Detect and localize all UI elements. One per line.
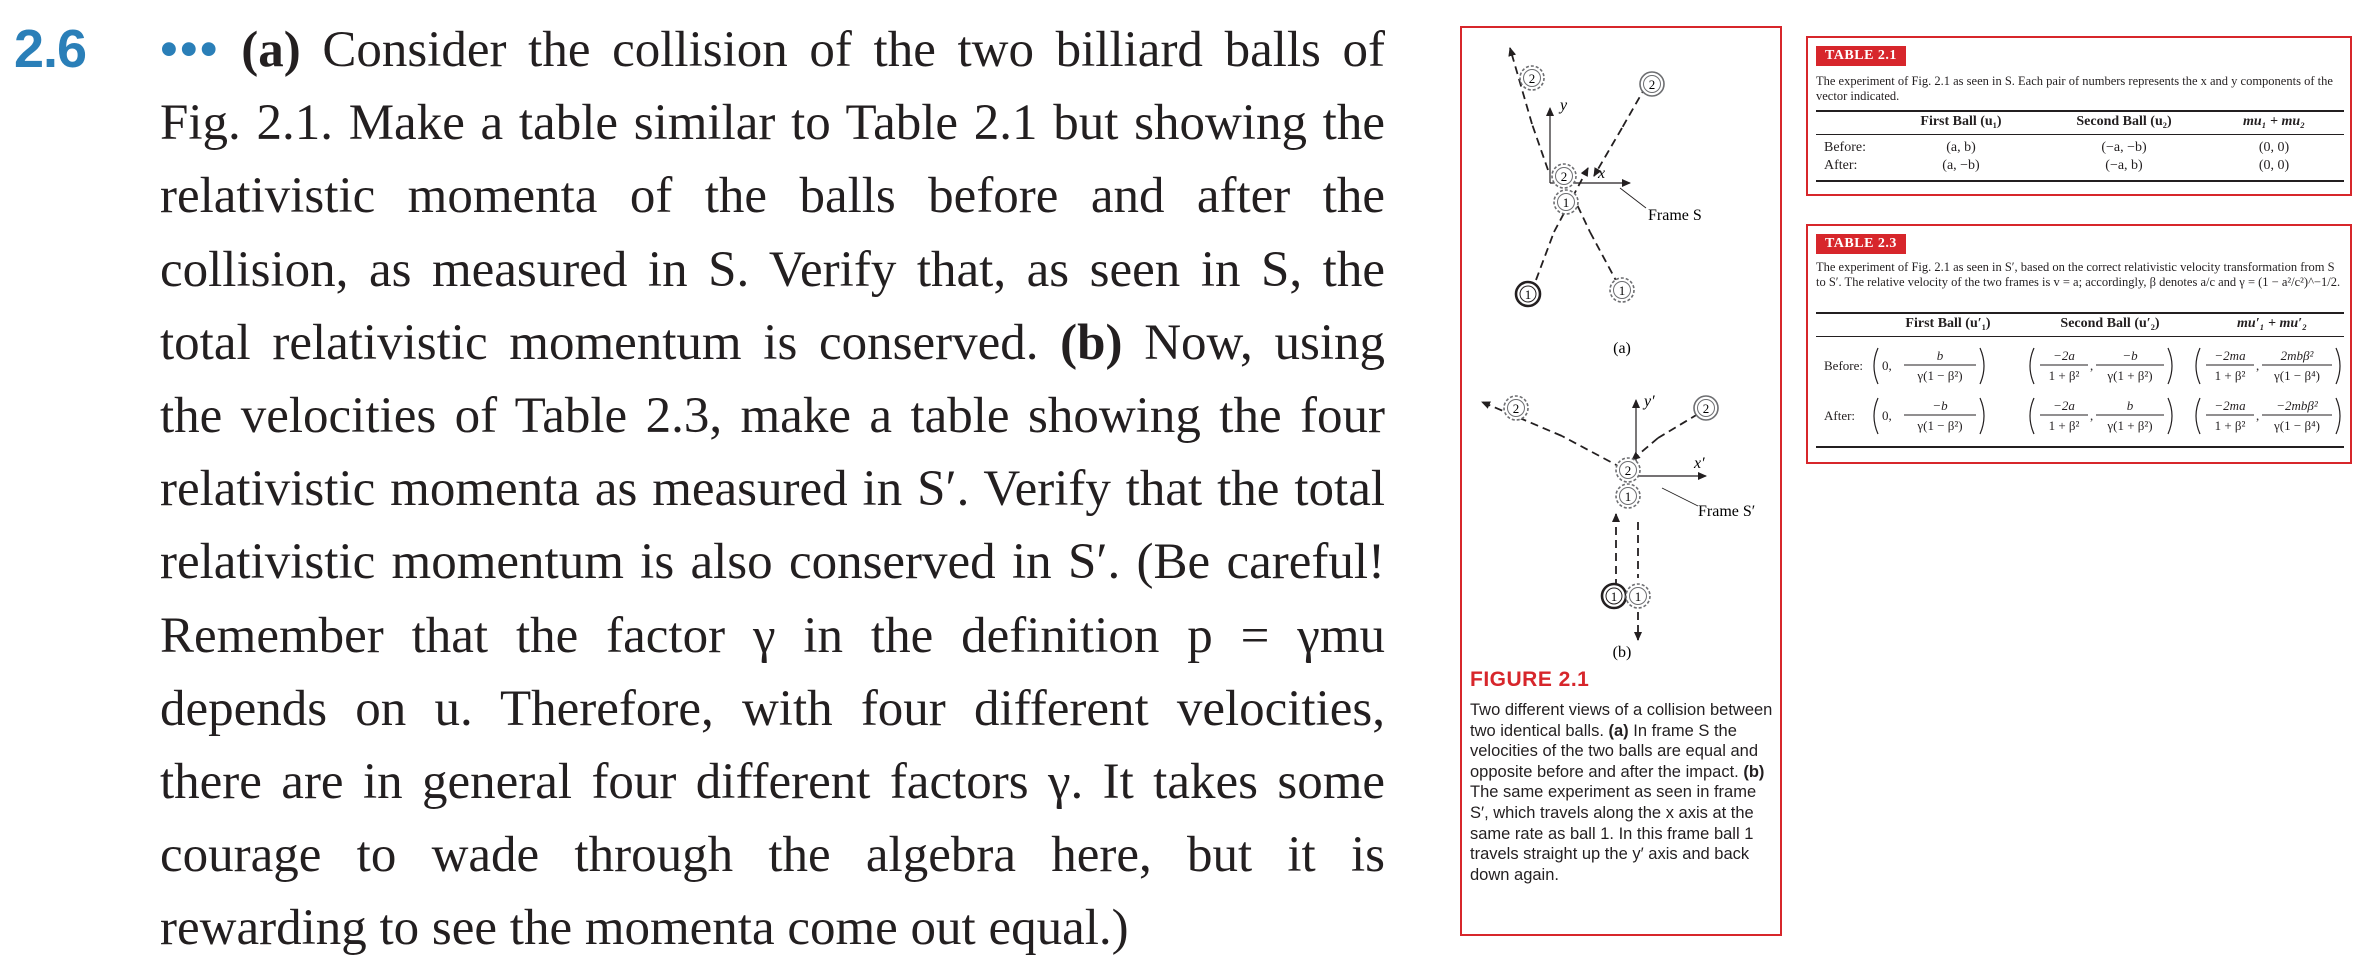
ball-1-b-before (1602, 584, 1626, 608)
table-2-1-header-total: mu₁ + mu₂ (2242, 114, 2306, 129)
diagram-b (1482, 393, 1755, 661)
ball-1-b-after (1626, 584, 1650, 608)
svg-text:,: , (2256, 358, 2260, 373)
svg-text:0,: 0, (1882, 408, 1892, 423)
table-2-3-formula-grid (1808, 338, 2350, 452)
table-2-3-header-rule (1816, 336, 2344, 337)
ball-2-after (1520, 66, 1544, 90)
svg-text:0,: 0, (1882, 358, 1892, 373)
ball-2-b-after (1504, 396, 1528, 420)
svg-text:1: 1 (1618, 283, 1626, 298)
table-2-3-header-first-ball: First Ball (u′₁) (1905, 316, 1991, 331)
svg-text:γ(1 − β⁴): γ(1 − β⁴) (2274, 368, 2320, 383)
diagram-a (1510, 48, 1702, 357)
table-2-1-header-second-ball: Second Ball (u₂) (2076, 114, 2172, 129)
table-2-1-row-before-label: Before: (1824, 140, 1866, 155)
table-2-1-header-first-ball: First Ball (u₁) (1920, 114, 2002, 129)
table-2-1-before-second: (−a, −b) (2101, 140, 2147, 155)
axis-y-label: y (1560, 97, 1568, 114)
svg-text:−2a: −2a (2053, 398, 2075, 413)
caption-a-label: (a) (1608, 721, 1629, 740)
svg-text:γ(1 − β⁴): γ(1 − β⁴) (2274, 418, 2320, 433)
svg-text:−2a: −2a (2053, 348, 2075, 363)
table-2-1-description: The experiment of Fig. 2.1 as seen in S. Each pair of numbers represents the x and y components of the vector indicated. (1816, 74, 2333, 103)
svg-text:γ(1 − β²): γ(1 − β²) (1917, 368, 1963, 383)
svg-text:2mbβ²: 2mbβ² (2280, 348, 2314, 363)
ball1-incoming-path (1536, 232, 1554, 280)
table-2-1-top-rule (1816, 110, 2344, 112)
svg-text:−2ma: −2ma (2214, 398, 2246, 413)
ball-1-b-impact (1616, 484, 1640, 508)
table-2-3-panel (1806, 224, 2352, 464)
ball-2-before (1640, 72, 1664, 96)
caption-part-2: In frame S the velocities of the two balls are equal and opposite before and after the impact. (1470, 721, 1759, 781)
ball-1-impact (1554, 190, 1578, 214)
svg-text:2: 2 (1528, 71, 1536, 86)
table-2-1-after-first: (a, −b) (1942, 158, 1980, 173)
table-2-1-bottom-rule (1816, 180, 2344, 182)
svg-text:−b: −b (1932, 398, 1948, 413)
svg-text:b: b (1936, 348, 1944, 363)
table-2-3-tag: TABLE 2.3 (1816, 234, 1906, 254)
table-2-1-before-total: (0, 0) (2258, 140, 2290, 155)
svg-text:−b: −b (2122, 348, 2138, 363)
svg-text:1: 1 (1634, 589, 1642, 604)
svg-text:2: 2 (1624, 463, 1632, 478)
difficulty-dots: ••• (160, 22, 220, 78)
table-2-1-after-total: (0, 0) (2258, 158, 2290, 173)
svg-text:−2ma: −2ma (2214, 348, 2246, 363)
svg-text:,: , (2090, 408, 2094, 423)
svg-text:1 + β²: 1 + β² (2214, 418, 2246, 433)
caption-b-label: (b) (1743, 762, 1765, 781)
table-2-1-header-rule (1816, 134, 2344, 135)
frame-s-prime-label: Frame S′ (1698, 503, 1756, 520)
table-2-3-description: The experiment of Fig. 2.1 as seen in S′, based on the correct relativistic velocity transformation from S to S′. The relative velocity of the two frames is v = a; accordingly, β denotes a/c and γ = (1 − a²/c²)^−1/2. (1816, 260, 2341, 289)
svg-text:1: 1 (1610, 589, 1618, 604)
collision-diagram (1462, 28, 1782, 668)
table-2-3-row-before (1824, 348, 2340, 384)
svg-text:1: 1 (1562, 195, 1570, 210)
frame-leader-line (1620, 188, 1646, 208)
svg-text:γ(1 − β²): γ(1 − β²) (1917, 418, 1963, 433)
table-2-1-panel (1806, 36, 2352, 196)
ball1-outgoing-arrow (1590, 232, 1620, 288)
caption-part-3: The same experiment as seen in frame S′, which travels along the x axis at the same rate as ball 1. In this frame ball 1 travels straight up the y′ axis and back down again. (1470, 783, 1757, 884)
part-a-text: Consider the collision of the two billiard balls of Fig. 2.1. Make a table similar to Table 2.1 but showing the relativistic momenta of the balls before and after the collision, as measured in S. Verify that, as seen in S, the total relativistic momentum is conserved. (160, 22, 1386, 371)
svg-text:1 + β²: 1 + β² (2048, 368, 2080, 383)
frame-s-label: Frame S (1648, 207, 1702, 224)
problem-number: 2.6 (14, 19, 87, 79)
svg-text:1: 1 (1624, 489, 1632, 504)
axis-y-prime-label: y′ (1644, 393, 1655, 410)
subfigure-a-label: (a) (1613, 340, 1631, 357)
axis-x-label: x (1598, 165, 1606, 182)
figure-2-1-panel (1460, 26, 1782, 936)
figure-title: FIGURE 2.1 (1470, 668, 1590, 691)
table-2-1-row-after-label: After: (1824, 158, 1858, 173)
ball-1-after (1610, 278, 1634, 302)
part-b-label: (b) (1060, 314, 1123, 371)
svg-text:2: 2 (1648, 77, 1656, 92)
table-2-3-row-after-label: After: (1824, 408, 1856, 423)
table-2-3-row-before-label: Before: (1824, 358, 1863, 373)
table-2-1-before-first: (a, b) (1946, 140, 1976, 155)
ball2-b-outgoing-path (1562, 436, 1622, 468)
svg-text:γ(1 + β²): γ(1 + β²) (2107, 418, 2153, 433)
table-2-3-header-second-ball: Second Ball (u′₂) (2060, 316, 2160, 331)
svg-text:1: 1 (1524, 287, 1532, 302)
caption-part-1: Two different views of a collision between two identical balls. (1470, 701, 1773, 740)
figure-caption (1470, 700, 1776, 885)
part-b-text: Now, using the velocities of Table 2.3, make a table showing the four relativistic momenta as measured in S′. Verify that the total relativistic momentum is also conserved in S′. (Be careful! Remember that the factor γ in the definition p = γmu depends on u. Therefore, with four different velocities, there are in general four different factors γ. It takes some courage to wade through the algebra here, but it is rewarding to see the momenta come out equal.) (160, 314, 1385, 957)
svg-text:2: 2 (1512, 401, 1520, 416)
part-a-label: (a) (241, 22, 301, 78)
svg-text:−2mbβ²: −2mbβ² (2276, 398, 2318, 413)
ball-1-before (1516, 282, 1540, 306)
table-2-1-tag: TABLE 2.1 (1816, 46, 1906, 66)
problem-text (160, 14, 1385, 966)
table-2-3-bottom-rule (1816, 446, 2344, 448)
svg-text:2: 2 (1702, 401, 1710, 416)
ball2-outgoing-path (1532, 124, 1548, 170)
ball2-b-incoming-path (1658, 414, 1698, 438)
table-2-3-row-after (1824, 398, 2340, 434)
svg-text:,: , (2090, 358, 2094, 373)
table-2-3-header-total: mu′₁ + mu′₂ (2237, 316, 2307, 331)
subfigure-b-label: (b) (1612, 644, 1632, 661)
svg-text:1 + β²: 1 + β² (2214, 368, 2246, 383)
svg-text:1 + β²: 1 + β² (2048, 418, 2080, 433)
svg-text:2: 2 (1560, 169, 1568, 184)
svg-text:b: b (2126, 398, 2134, 413)
svg-text:,: , (2256, 408, 2260, 423)
frame-prime-leader-line (1662, 488, 1698, 506)
ball-2-impact (1552, 164, 1576, 188)
table-2-3-top-rule (1816, 312, 2344, 314)
axis-x-prime-label: x′ (1694, 455, 1705, 472)
ball-2-b-impact (1616, 458, 1640, 482)
table-2-1-after-second: (−a, b) (2105, 158, 2143, 173)
ball-2-b-before (1694, 396, 1718, 420)
svg-text:γ(1 + β²): γ(1 + β²) (2107, 368, 2153, 383)
